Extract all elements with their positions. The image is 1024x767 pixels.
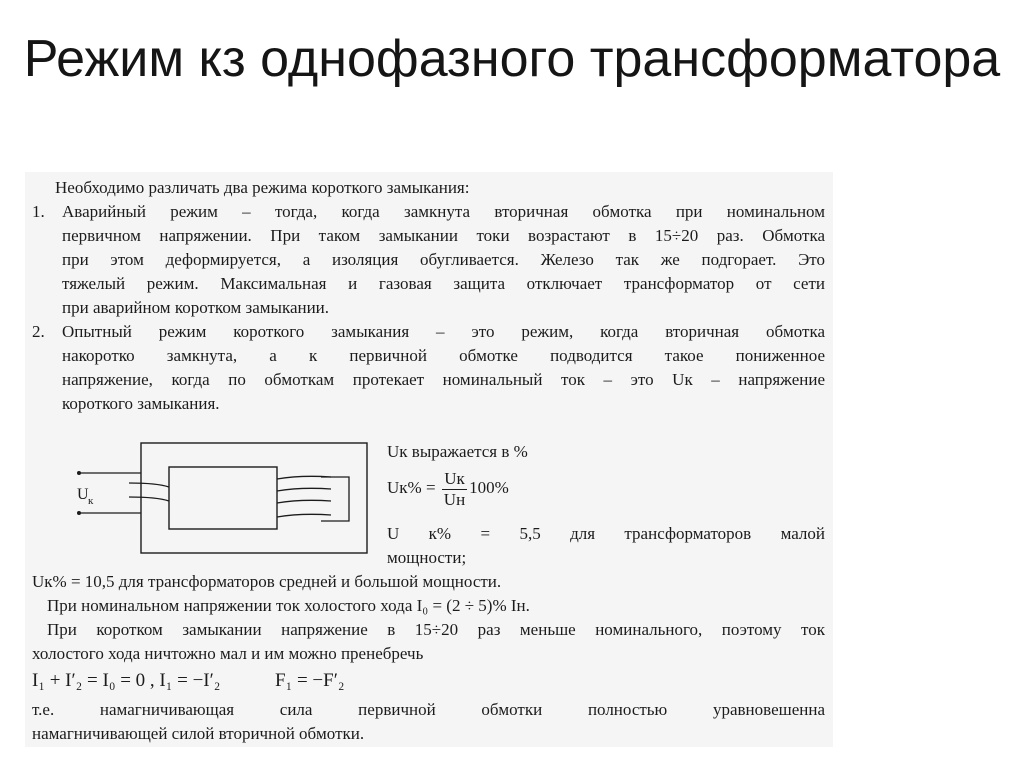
item-1-line-2: первичном напряжении. При таком замыкании токи возрастают в 15÷20 раз. Обмотка xyxy=(62,226,825,245)
fraction-denominator: Uн xyxy=(443,489,466,509)
item-number-1: 1. xyxy=(32,202,45,221)
equation-currents: I₁ + I′₂ = I₀ = 0 , I₁ = −I′₂ xyxy=(32,670,221,691)
item-2-line-1: Опытный режим короткого замыкания – это режим, когда вторичная обмотка xyxy=(62,322,825,341)
conclusion-line-2: намагничивающей силой вторичной обмотки. xyxy=(32,724,365,743)
voltage-label: U xyxy=(77,486,89,503)
item-1-line-3: при этом деформируется, а изоляция обугливается. Железо так же подгорает. Это xyxy=(62,250,825,269)
primary-winding xyxy=(79,473,169,513)
document-scan xyxy=(25,172,833,747)
item-number-2: 2. xyxy=(32,322,45,341)
conclusion-line-1: т.е. намагничивающая сила первичной обмотки полностью уравновешенна xyxy=(32,700,825,719)
after-line-1: Uк% = 10,5 для трансформаторов средней и большой мощности. xyxy=(32,572,502,591)
item-2-line-4: короткого замыкания. xyxy=(62,394,220,413)
fraction-numerator: Uк xyxy=(442,469,467,490)
formula-rhs: 100% xyxy=(469,478,509,497)
slide-title: Режим кз однофазного трансформатора xyxy=(23,30,1001,88)
item-1-line-4: тяжелый режим. Максимальная и газовая защита отключает трансформатор от сети xyxy=(62,274,825,293)
equation-mmf: F₁ = −F′₂ xyxy=(275,670,345,691)
primary-terminal-bottom xyxy=(77,511,81,515)
formula-fraction xyxy=(387,466,509,510)
core-outer xyxy=(141,443,367,553)
core-window xyxy=(169,467,277,529)
after-line-3: При коротком замыкании напряжение в 15÷20 раз меньше номинального, поэтому ток xyxy=(47,620,825,639)
secondary-winding xyxy=(277,476,331,517)
fraction xyxy=(442,469,467,510)
transformer-diagram xyxy=(71,437,381,557)
formula-caption: Uк выражается в % xyxy=(387,442,528,461)
after-line-2: При номинальном напряжении ток холостого хода I₀ = (2 ÷ 5)% Iн. xyxy=(47,596,530,615)
formula-line-3: U к% = 5,5 для трансформаторов малой xyxy=(387,524,825,543)
after-line-4: холостого хода ничтожно мал и им можно пренебречь xyxy=(32,644,424,663)
primary-terminal-top xyxy=(77,471,81,475)
formula-line-4: мощности; xyxy=(387,548,467,567)
voltage-subscript: к xyxy=(88,495,94,507)
item-1-line-5: при аварийном коротком замыкании. xyxy=(62,298,330,317)
formula-lhs: Uк% = xyxy=(387,478,436,497)
item-2-line-3: напряжение, когда по обмоткам протекает номинальный ток – это Uк – напряжение xyxy=(62,370,825,389)
item-1-line-1: Аварийный режим – тогда, когда замкнута вторичная обмотка при номинальном xyxy=(62,202,825,221)
item-2-line-2: накоротко замкнута, а к первичной обмотке подводится такое пониженное xyxy=(62,346,825,365)
intro-text: Необходимо различать два режима короткого замыкания: xyxy=(55,178,470,197)
